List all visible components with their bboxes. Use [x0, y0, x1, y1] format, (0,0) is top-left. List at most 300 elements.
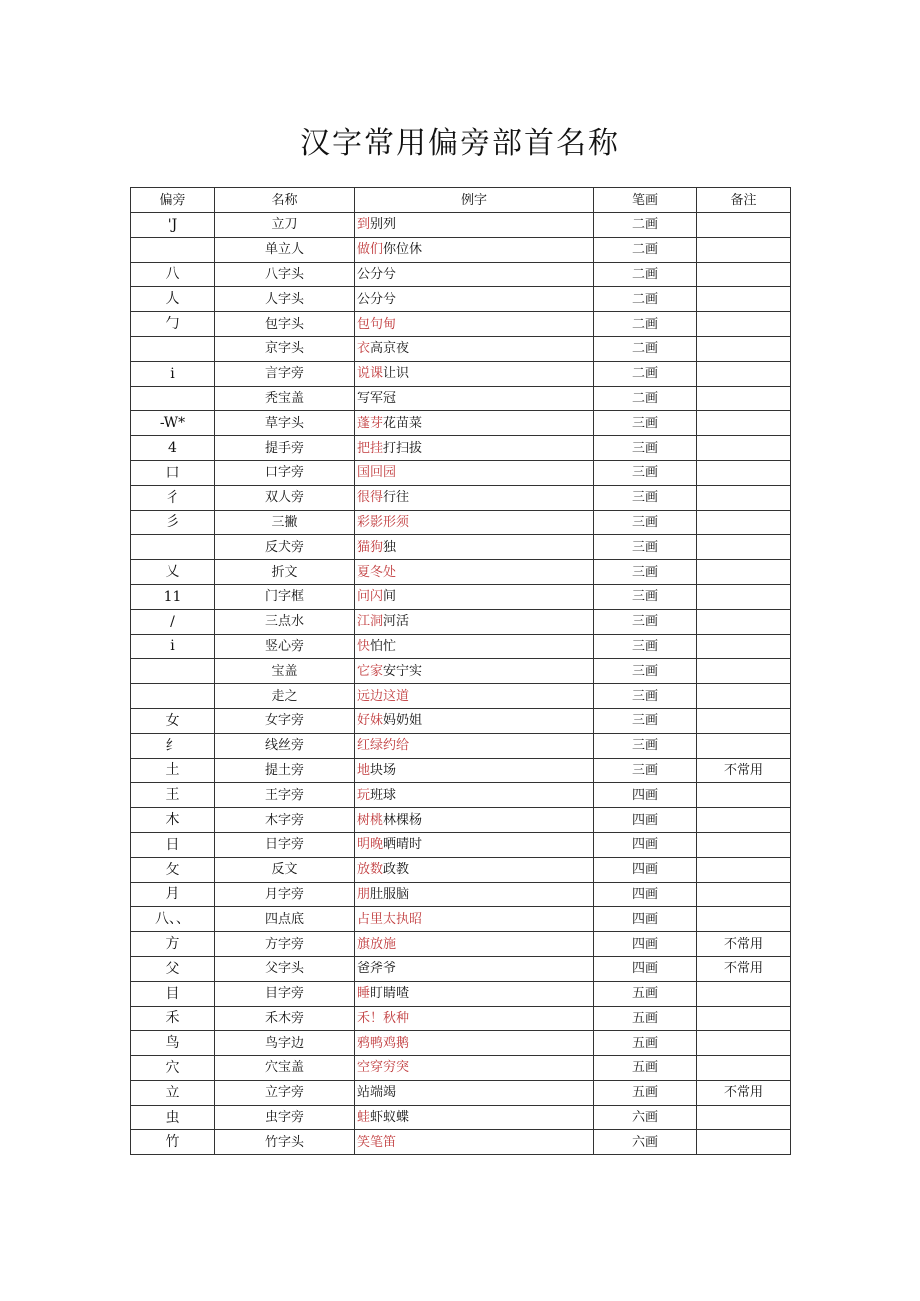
radical-name-cell: 折文 — [215, 560, 355, 585]
stroke-count-cell: 三画 — [594, 584, 697, 609]
radical-glyph: 彳 — [165, 489, 180, 506]
example-black: 政教 — [383, 862, 410, 878]
radical-name-cell: 反犬旁 — [215, 535, 355, 560]
example-cell — [355, 808, 594, 833]
example-cell — [355, 237, 594, 262]
note-cell: 不常用 — [697, 1080, 791, 1105]
note-cell — [697, 609, 791, 634]
radical-name-cell: 提土旁 — [215, 758, 355, 783]
radical-name-cell: 单立人 — [215, 237, 355, 262]
stroke-count-cell: 三画 — [594, 758, 697, 783]
table-row — [131, 758, 791, 783]
radical-name-cell: 门字框 — [215, 584, 355, 609]
radical-glyph: 口 — [165, 464, 180, 481]
example-red: 玩 — [357, 787, 371, 803]
table-row — [131, 560, 791, 585]
radical-name-cell: 穴宝盖 — [215, 1056, 355, 1081]
example-cell — [355, 907, 594, 932]
radical-cell — [131, 808, 215, 833]
example-cell — [355, 1130, 594, 1155]
radical-glyph: 'J — [167, 216, 178, 233]
note-cell — [697, 882, 791, 907]
note-cell — [697, 857, 791, 882]
radical-cell — [131, 956, 215, 981]
table-body — [131, 213, 791, 1155]
example-red: 远边这道 — [357, 688, 410, 704]
table-row — [131, 808, 791, 833]
table-row — [131, 386, 791, 411]
radical-name-cell: 言字旁 — [215, 361, 355, 386]
example-black: 别列 — [370, 217, 397, 233]
radical-glyph: 立 — [165, 1084, 180, 1101]
example-cell — [355, 584, 594, 609]
example-cell — [355, 932, 594, 957]
stroke-count-cell: 三画 — [594, 510, 697, 535]
radical-cell — [131, 882, 215, 907]
example-cell — [355, 758, 594, 783]
stroke-count-cell: 三画 — [594, 485, 697, 510]
example-cell — [355, 535, 594, 560]
table-row — [131, 932, 791, 957]
radical-name-cell: 口字旁 — [215, 460, 355, 485]
radical-glyph: 竹 — [165, 1134, 180, 1151]
example-black: 让识 — [383, 366, 410, 382]
radical-cell — [131, 411, 215, 436]
radical-name-cell: 走之 — [215, 684, 355, 709]
table-row — [131, 510, 791, 535]
note-cell: 不常用 — [697, 758, 791, 783]
radical-cell — [131, 1056, 215, 1081]
note-cell — [697, 1130, 791, 1155]
radical-name-cell: 立字旁 — [215, 1080, 355, 1105]
radical-cell — [131, 1130, 215, 1155]
radical-table — [130, 187, 791, 1155]
example-red: 空穿穷突 — [357, 1060, 410, 1076]
stroke-count-cell: 五画 — [594, 1031, 697, 1056]
stroke-count-cell: 三画 — [594, 560, 697, 585]
note-cell — [697, 560, 791, 585]
radical-cell — [131, 684, 215, 709]
radical-name-cell: 虫字旁 — [215, 1105, 355, 1130]
example-cell — [355, 1031, 594, 1056]
stroke-count-cell: 三画 — [594, 609, 697, 634]
example-red: 衣 — [357, 341, 371, 357]
note-cell: 不常用 — [697, 956, 791, 981]
example-cell — [355, 361, 594, 386]
example-cell — [355, 436, 594, 461]
radical-cell — [131, 1031, 215, 1056]
header-strokes: 笔画 — [594, 188, 697, 213]
example-cell — [355, 708, 594, 733]
example-cell — [355, 386, 594, 411]
note-cell — [697, 386, 791, 411]
table-row — [131, 684, 791, 709]
table-row — [131, 857, 791, 882]
radical-glyph: 月 — [165, 886, 180, 903]
example-red: 国回园 — [357, 465, 397, 481]
note-cell — [697, 436, 791, 461]
example-black: 你位休 — [383, 242, 423, 258]
stroke-count-cell: 三画 — [594, 684, 697, 709]
stroke-count-cell: 三画 — [594, 634, 697, 659]
radical-name-cell: 草字头 — [215, 411, 355, 436]
table-row — [131, 584, 791, 609]
radical-name-cell: 竖心旁 — [215, 634, 355, 659]
stroke-count-cell: 三画 — [594, 708, 697, 733]
table-row — [131, 956, 791, 981]
table-row — [131, 336, 791, 361]
radical-glyph: 虫 — [165, 1109, 180, 1126]
example-cell — [355, 1006, 594, 1031]
radical-glyph: 日 — [165, 836, 180, 853]
note-cell — [697, 510, 791, 535]
radical-cell — [131, 609, 215, 634]
radical-glyph: 乂 — [165, 564, 180, 581]
example-cell — [355, 1056, 594, 1081]
note-cell — [697, 1105, 791, 1130]
example-red: 很得 — [357, 490, 384, 506]
radical-name-cell: 反文 — [215, 857, 355, 882]
example-red: 蛙 — [357, 1110, 371, 1126]
radical-cell — [131, 1105, 215, 1130]
radical-glyph: 穴 — [165, 1059, 180, 1076]
example-cell — [355, 956, 594, 981]
radical-glyph: 八 — [165, 266, 180, 283]
note-cell — [697, 708, 791, 733]
table-row — [131, 535, 791, 560]
page-title: 汉字常用偏旁部首名称 — [300, 126, 620, 161]
example-black: 林棵杨 — [383, 812, 423, 828]
example-red: 蓬芽 — [357, 415, 384, 431]
table-row — [131, 659, 791, 684]
stroke-count-cell: 六画 — [594, 1130, 697, 1155]
example-black: 行往 — [383, 490, 410, 506]
table-header-row — [131, 188, 791, 213]
radical-name-cell: 提手旁 — [215, 436, 355, 461]
header-note: 备注 — [697, 188, 791, 213]
example-red: 鸦鸭鸡鹅 — [357, 1035, 410, 1051]
table-row — [131, 213, 791, 238]
table-row — [131, 1080, 791, 1105]
radical-cell — [131, 510, 215, 535]
note-cell — [697, 981, 791, 1006]
radical-cell — [131, 386, 215, 411]
radical-glyph: 王 — [165, 787, 180, 804]
radical-cell — [131, 336, 215, 361]
radical-cell — [131, 460, 215, 485]
note-cell — [697, 336, 791, 361]
stroke-count-cell: 六画 — [594, 1105, 697, 1130]
note-cell — [697, 485, 791, 510]
radical-glyph: / — [170, 613, 175, 630]
note-cell — [697, 634, 791, 659]
stroke-count-cell: 四画 — [594, 932, 697, 957]
table-row — [131, 1130, 791, 1155]
radical-cell — [131, 287, 215, 312]
example-cell — [355, 336, 594, 361]
example-cell — [355, 312, 594, 337]
note-cell — [697, 312, 791, 337]
example-red: 笑笔笛 — [357, 1134, 397, 1150]
stroke-count-cell: 二画 — [594, 312, 697, 337]
example-red: 禾！秋种 — [357, 1010, 410, 1026]
radical-cell — [131, 634, 215, 659]
example-black: 晒晴时 — [383, 837, 423, 853]
example-cell — [355, 287, 594, 312]
radical-cell — [131, 361, 215, 386]
radical-cell — [131, 981, 215, 1006]
example-red: 旗放施 — [357, 936, 397, 952]
table-row — [131, 634, 791, 659]
table-row — [131, 1105, 791, 1130]
radical-name-cell: 双人旁 — [215, 485, 355, 510]
radical-glyph: 11 — [163, 588, 182, 605]
table-row — [131, 262, 791, 287]
example-cell — [355, 485, 594, 510]
example-red: 明晚 — [357, 837, 384, 853]
example-red: 包句甸 — [357, 316, 397, 332]
example-red: 到 — [357, 217, 371, 233]
radical-name-cell: 京字头 — [215, 336, 355, 361]
example-cell — [355, 213, 594, 238]
note-cell — [697, 213, 791, 238]
stroke-count-cell: 四画 — [594, 882, 697, 907]
radical-name-cell: 女字旁 — [215, 708, 355, 733]
radical-cell — [131, 832, 215, 857]
radical-glyph: 目 — [165, 985, 180, 1002]
stroke-count-cell: 二画 — [594, 262, 697, 287]
example-red: 问闪 — [357, 589, 384, 605]
example-red: 江洞 — [357, 614, 384, 630]
stroke-count-cell: 二画 — [594, 237, 697, 262]
stroke-count-cell: 五画 — [594, 1080, 697, 1105]
stroke-count-cell: 四画 — [594, 857, 697, 882]
note-cell — [697, 361, 791, 386]
example-cell — [355, 981, 594, 1006]
example-cell — [355, 411, 594, 436]
radical-cell — [131, 659, 215, 684]
radical-cell — [131, 237, 215, 262]
radical-cell — [131, 560, 215, 585]
example-black: 肚服脑 — [370, 886, 410, 902]
note-cell — [697, 832, 791, 857]
stroke-count-cell: 三画 — [594, 411, 697, 436]
example-red: 说课 — [357, 366, 384, 382]
example-red: 把挂 — [357, 440, 384, 456]
note-cell — [697, 1056, 791, 1081]
example-black: 班球 — [370, 787, 397, 803]
example-black: 怕忙 — [370, 638, 397, 654]
header-name: 名称 — [215, 188, 355, 213]
example-red: 快 — [357, 638, 371, 654]
example-cell — [355, 1080, 594, 1105]
stroke-count-cell: 三画 — [594, 436, 697, 461]
radical-cell — [131, 733, 215, 758]
radical-glyph: 鸟 — [165, 1035, 180, 1052]
note-cell — [697, 262, 791, 287]
example-cell — [355, 460, 594, 485]
example-red: 它家 — [357, 663, 384, 679]
example-red: 占里太执昭 — [357, 911, 423, 927]
note-cell — [697, 460, 791, 485]
example-red: 好妹 — [357, 713, 384, 729]
example-black: 写军冠 — [357, 390, 397, 406]
stroke-count-cell: 二画 — [594, 336, 697, 361]
radical-cell — [131, 783, 215, 808]
radical-glyph: -W* — [159, 415, 186, 432]
stroke-count-cell: 四画 — [594, 907, 697, 932]
radical-cell — [131, 213, 215, 238]
note-cell — [697, 411, 791, 436]
radical-glyph: i — [170, 638, 175, 655]
example-cell — [355, 634, 594, 659]
note-cell — [697, 287, 791, 312]
stroke-count-cell: 五画 — [594, 1056, 697, 1081]
note-cell — [697, 584, 791, 609]
radical-name-cell: 宝盖 — [215, 659, 355, 684]
stroke-count-cell: 三画 — [594, 460, 697, 485]
stroke-count-cell: 三画 — [594, 535, 697, 560]
radical-cell — [131, 907, 215, 932]
stroke-count-cell: 四画 — [594, 956, 697, 981]
example-cell — [355, 1105, 594, 1130]
radical-cell — [131, 758, 215, 783]
note-cell — [697, 659, 791, 684]
example-red: 放数 — [357, 862, 384, 878]
radical-name-cell: 三撇 — [215, 510, 355, 535]
table-row — [131, 1056, 791, 1081]
example-black: 安宁实 — [383, 663, 423, 679]
stroke-count-cell: 四画 — [594, 808, 697, 833]
example-black: 独 — [383, 539, 397, 555]
table-row — [131, 485, 791, 510]
example-cell — [355, 262, 594, 287]
radical-glyph: 人 — [165, 291, 180, 308]
table-row — [131, 287, 791, 312]
example-black: 高京夜 — [370, 341, 410, 357]
header-radical: 偏旁 — [131, 188, 215, 213]
radical-name-cell: 目字旁 — [215, 981, 355, 1006]
radical-cell — [131, 584, 215, 609]
stroke-count-cell: 四画 — [594, 783, 697, 808]
radical-glyph: 攵 — [165, 861, 180, 878]
note-cell — [697, 1031, 791, 1056]
table-row — [131, 783, 791, 808]
radical-cell — [131, 1006, 215, 1031]
example-black: 花苗菜 — [383, 415, 423, 431]
radical-name-cell: 线丝旁 — [215, 733, 355, 758]
table-row — [131, 312, 791, 337]
radical-glyph: 八、、 — [155, 911, 190, 928]
stroke-count-cell: 二画 — [594, 287, 697, 312]
example-black: 打扫拔 — [383, 440, 423, 456]
radical-name-cell: 八字头 — [215, 262, 355, 287]
radical-name-cell: 竹字头 — [215, 1130, 355, 1155]
radical-cell — [131, 708, 215, 733]
stroke-count-cell: 五画 — [594, 1006, 697, 1031]
example-black: 间 — [383, 589, 397, 605]
table-row — [131, 708, 791, 733]
radical-name-cell: 禾木旁 — [215, 1006, 355, 1031]
table-row — [131, 733, 791, 758]
table-row — [131, 981, 791, 1006]
note-cell — [697, 808, 791, 833]
example-red: 朋 — [357, 886, 371, 902]
example-black: 妈奶姐 — [383, 713, 423, 729]
example-red: 猫狗 — [357, 539, 384, 555]
example-cell — [355, 733, 594, 758]
stroke-count-cell: 二画 — [594, 361, 697, 386]
radical-cell — [131, 262, 215, 287]
radical-cell — [131, 1080, 215, 1105]
example-cell — [355, 783, 594, 808]
example-cell — [355, 857, 594, 882]
radical-name-cell: 鸟字边 — [215, 1031, 355, 1056]
radical-name-cell: 王字旁 — [215, 783, 355, 808]
example-black: 盯睛喳 — [370, 986, 410, 1002]
stroke-count-cell: 三画 — [594, 659, 697, 684]
stroke-count-cell: 四画 — [594, 832, 697, 857]
radical-glyph: 方 — [165, 936, 180, 952]
example-black: 站端竭 — [357, 1085, 397, 1101]
example-red: 红绿约给 — [357, 738, 410, 754]
example-red: 树桃 — [357, 812, 384, 828]
radical-glyph: i — [170, 365, 175, 382]
radical-cell — [131, 485, 215, 510]
note-cell — [697, 684, 791, 709]
radical-cell — [131, 312, 215, 337]
example-black: 公分兮 — [357, 266, 397, 282]
example-cell — [355, 659, 594, 684]
radical-glyph: 禾 — [165, 1010, 180, 1027]
radical-glyph: 父 — [165, 960, 180, 977]
table-row — [131, 1031, 791, 1056]
example-red: 地 — [357, 762, 371, 778]
example-cell — [355, 560, 594, 585]
note-cell — [697, 783, 791, 808]
table-row — [131, 609, 791, 634]
radical-glyph: 女 — [165, 712, 180, 729]
radical-name-cell: 月字旁 — [215, 882, 355, 907]
note-cell — [697, 535, 791, 560]
radical-cell — [131, 857, 215, 882]
radical-name-cell: 三点水 — [215, 609, 355, 634]
stroke-count-cell: 二画 — [594, 386, 697, 411]
table-row — [131, 460, 791, 485]
example-black: 河活 — [383, 614, 410, 630]
stroke-count-cell: 三画 — [594, 733, 697, 758]
radical-name-cell: 方字旁 — [215, 932, 355, 957]
radical-glyph: 4 — [168, 440, 177, 457]
radical-glyph: 纟 — [165, 737, 180, 754]
example-black: 虾蚁蝶 — [370, 1110, 410, 1126]
note-cell — [697, 907, 791, 932]
example-black: 块场 — [370, 762, 397, 778]
table-row — [131, 907, 791, 932]
table-row — [131, 237, 791, 262]
example-cell — [355, 510, 594, 535]
radical-name-cell: 日字旁 — [215, 832, 355, 857]
note-cell — [697, 237, 791, 262]
example-cell — [355, 832, 594, 857]
table-row — [131, 882, 791, 907]
radical-cell — [131, 436, 215, 461]
radical-glyph: 木 — [165, 812, 180, 829]
radical-name-cell: 人字头 — [215, 287, 355, 312]
example-red: 彩影形须 — [357, 514, 410, 530]
table-row — [131, 361, 791, 386]
header-examples: 例字 — [355, 188, 594, 213]
